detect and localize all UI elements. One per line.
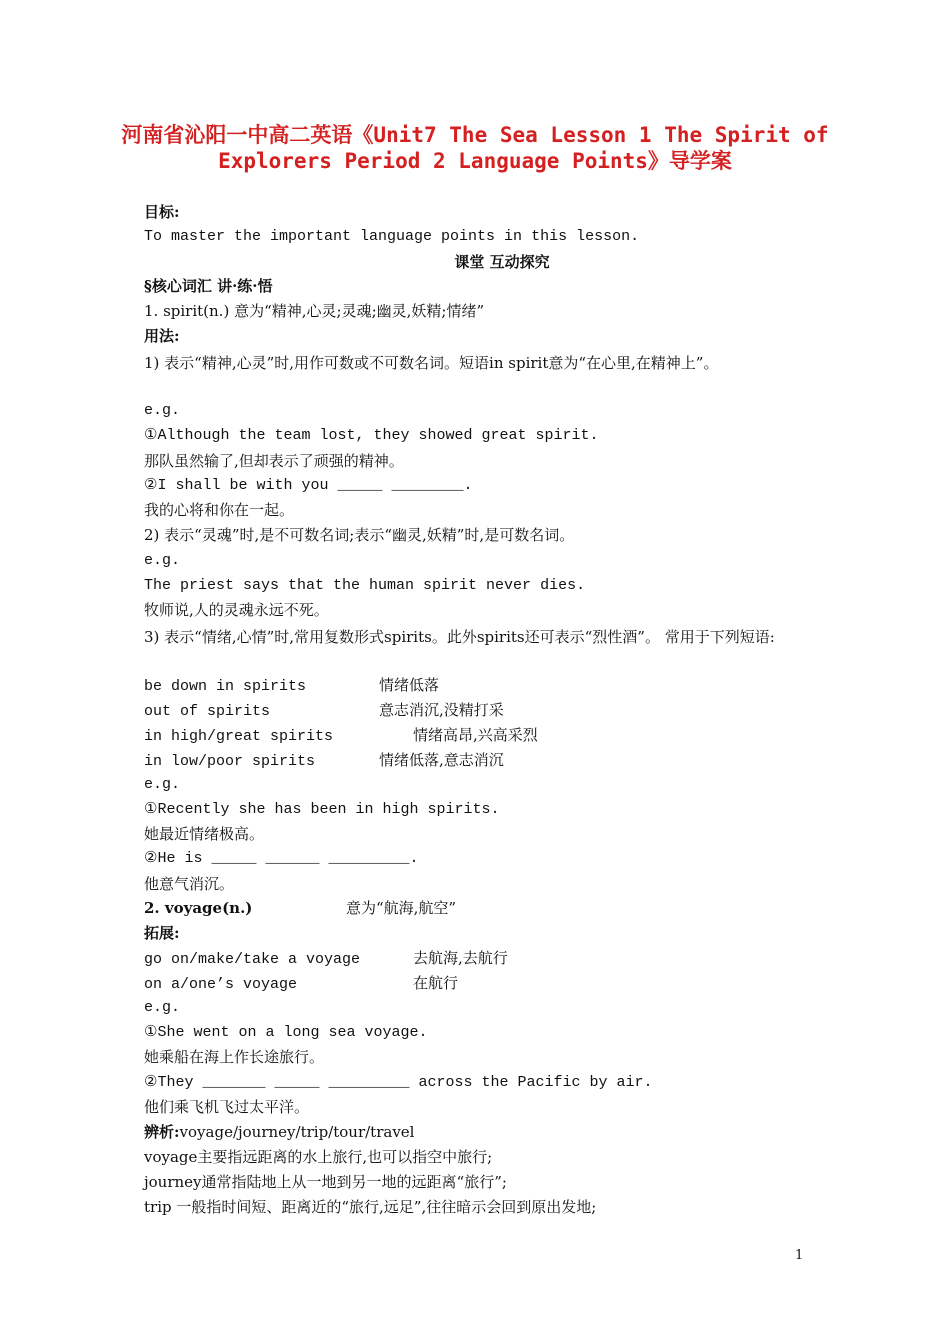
usage-label: 用法:	[144, 327, 180, 345]
phrase-cn: 去航海,去航行	[413, 949, 508, 967]
extension-label: 拓展:	[144, 924, 180, 942]
phrase-cn: 意志消沉,没精打采	[379, 701, 504, 719]
discrimination-words: voyage/journey/trip/tour/travel	[179, 1123, 415, 1141]
phrase-en: go on/make/take a voyage	[144, 951, 361, 968]
example-en: ②I shall be with you _____ ________.	[144, 477, 473, 494]
objective-text: To master the important language points in this lesson.	[144, 228, 640, 245]
word-2-meaning: 意为“航海,航空”	[346, 899, 457, 917]
ext-phrase-row	[144, 948, 814, 970]
phrase-row	[144, 750, 814, 772]
discrimination-label: 辨析:	[144, 1123, 180, 1141]
discrimination-line: trip 一般指时间短、距离近的“旅行,远足”,往往暗示会回到原出发地;	[144, 1198, 597, 1216]
discrimination-line: voyage主要指远距离的水上旅行,也可以指空中旅行;	[144, 1148, 493, 1166]
eg-label: e.g.	[144, 776, 181, 793]
objective-heading: 目标:	[144, 203, 180, 221]
example-cn: 她最近情绪极高。	[144, 825, 265, 843]
example-cn: 他意气消沉。	[144, 875, 235, 893]
phrase-en: on a/one’s voyage	[144, 976, 298, 993]
page-number: 1	[795, 1248, 804, 1263]
vocab-section-heading: §核心词汇 讲·练·悟	[144, 277, 273, 295]
example-en: ①Although the team lost, they showed great spirit.	[144, 427, 599, 444]
phrase-cn: 在航行	[413, 974, 459, 992]
phrase-cn: 情绪低落,意志消沉	[379, 751, 504, 769]
phrase-en: be down in spirits	[144, 678, 307, 695]
phrase-cn: 情绪低落	[379, 676, 440, 694]
example-cn: 他们乘飞机飞过太平洋。	[144, 1098, 310, 1116]
example-cn: 她乘船在海上作长途旅行。	[144, 1048, 325, 1066]
ext-phrase-row	[144, 973, 814, 995]
section-title: 课堂 互动探究	[454, 253, 550, 271]
phrase-row	[144, 675, 814, 697]
discrimination-row	[144, 1122, 814, 1142]
document-title: 河南省沁阳一中高二英语《Unit7 The Sea Lesson 1 The Spirit of Explorers Period 2 Language Points》导学案	[121, 123, 829, 173]
word-1-usage-3: 3) 表示“情绪,心情”时,常用复数形式spirits。此外spirits还可表示“烈性酒”。 常用于下列短语:	[144, 628, 775, 646]
example-cn: 牧师说,人的灵魂永远不死。	[144, 601, 329, 619]
example-en: ①Recently she has been in high spirits.	[144, 801, 500, 818]
phrase-row	[144, 725, 814, 747]
phrase-en: in low/poor spirits	[144, 753, 316, 770]
word-1-heading: 1. spirit(n.) 意为“精神,心灵;灵魂;幽灵,妖精;情绪”	[144, 302, 485, 320]
word-2-heading	[144, 898, 814, 918]
phrase-en: in high/great spirits	[144, 728, 334, 745]
discrimination-line: journey通常指陆地上从一地到另一地的远距离“旅行”;	[144, 1173, 507, 1191]
example-en: The priest says that the human spirit never dies.	[144, 577, 586, 594]
example-cn: 我的心将和你在一起。	[144, 501, 295, 519]
eg-label: e.g.	[144, 402, 181, 419]
example-en: ②He is _____ ______ _________.	[144, 850, 419, 867]
eg-label: e.g.	[144, 552, 181, 569]
example-cn: 那队虽然输了,但却表示了顽强的精神。	[144, 452, 404, 470]
word-1-usage-2: 2) 表示“灵魂”时,是不可数名词;表示“幽灵,妖精”时,是可数名词。	[144, 526, 575, 544]
phrase-en: out of spirits	[144, 703, 271, 720]
phrase-row	[144, 700, 814, 722]
word-1-usage-1: 1) 表示“精神,心灵”时,用作可数或不可数名词。短语in spirit意为“在心里,在精神上”。	[144, 354, 719, 372]
word-2-term: 2. voyage(n.)	[144, 899, 253, 917]
eg-label: e.g.	[144, 999, 181, 1016]
example-en: ①She went on a long sea voyage.	[144, 1024, 428, 1041]
example-en: ②They _______ _____ _________ across the Pacific by air.	[144, 1074, 653, 1091]
phrase-cn: 情绪高昂,兴高采烈	[413, 726, 538, 744]
